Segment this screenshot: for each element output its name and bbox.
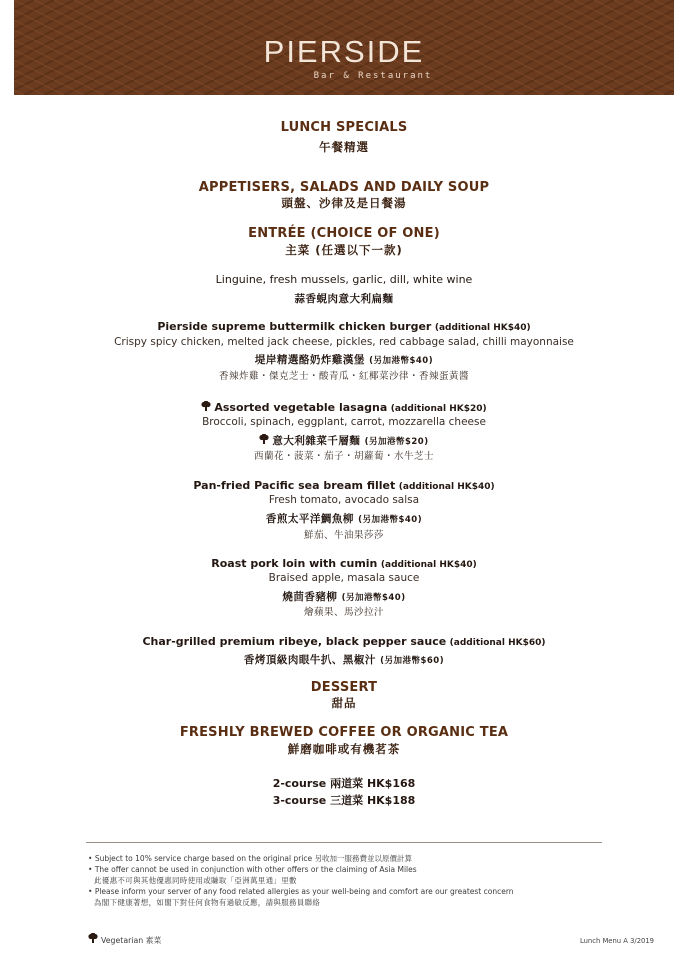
dish-name: Pan-fried Pacific sea bream fillet <box>193 479 396 492</box>
dish-name-line <box>0 479 688 492</box>
dish-name-line-zh <box>0 589 688 604</box>
price-course-zh: 兩道菜 <box>330 777 364 790</box>
dish-name-line-zh <box>0 352 688 367</box>
dessert-heading-zh: 甜品 <box>331 696 357 710</box>
dish-additional-price-zh: (另加港幣$20) <box>364 437 429 447</box>
appetiser-heading: APPETISERS, SALADS AND DAILY SOUP <box>198 180 490 195</box>
note-text-zh: 此優惠不可與其他優惠同時使用或賺取「亞洲萬里通」里數 <box>94 876 297 885</box>
dish-name-zh: 香烤頂級肉眼牛扒、黑椒汁 <box>243 654 376 666</box>
note-item: • Subject to 10% service charge based on the original price 另收加一服務費並以原價計算 <box>88 854 413 863</box>
broccoli-icon <box>88 933 98 944</box>
dish-additional-price-zh: (另加港幣$40) <box>369 356 434 366</box>
menu-code: Lunch Menu A 3/2019 <box>579 937 654 945</box>
dish-name-line-zh <box>0 511 688 526</box>
menu-title: LUNCH SPECIALS <box>280 120 408 135</box>
price-course-zh: 三道菜 <box>330 794 364 807</box>
broccoli-icon <box>201 401 211 412</box>
dish-name-line-zh <box>0 652 688 667</box>
dish-description-zh: 香辣炸雞・傑克芝士・酸青瓜・紅椰菜沙律・香辣蛋黃醬 <box>218 371 469 382</box>
price-line <box>0 775 688 791</box>
coffee-heading-zh: 鮮磨咖啡或有機茗茶 <box>287 742 401 756</box>
dish-additional-price-zh: (另加港幣$60) <box>380 656 445 666</box>
vegetarian-legend <box>88 933 161 946</box>
dish-name: Roast pork loin with cumin <box>211 557 378 570</box>
dish-name-line-zh <box>0 433 688 448</box>
dish-name-zh: 香煎太平洋鯛魚柳 <box>265 513 354 525</box>
dish-description-zh: 西蘭花・菠菜・茄子・胡蘿蔔・水牛芝士 <box>253 451 434 462</box>
note-text-zh: 另收加一服務費並以原價計算 <box>314 854 413 863</box>
dish-name: Pierside supreme buttermilk chicken burger <box>157 320 432 333</box>
broccoli-icon <box>259 434 269 445</box>
price-amount: HK$168 <box>366 777 416 790</box>
note-text: Subject to 10% service charge based on the original price <box>94 854 313 863</box>
dish-name: Linguine, fresh mussels, garlic, dill, white wine <box>215 273 473 286</box>
dish-name-line <box>0 401 688 414</box>
dish-name-line <box>0 557 688 570</box>
dish-name-zh: 堤岸精選酪奶炸雞漢堡 <box>254 354 365 366</box>
dish-name-zh: 燒茴香豬柳 <box>282 591 338 603</box>
dish-name-zh: 蒜香蜆肉意大利扁麵 <box>294 293 394 305</box>
price-course: 3-course <box>272 794 327 807</box>
dish-additional-price: (additional HK$40) <box>434 323 531 333</box>
dish-description: Crispy spicy chicken, melted jack cheese, pickles, red cabbage salad, chilli mayonnaise <box>114 336 574 348</box>
dish-name-zh: 意大利雜菜千層麵 <box>272 435 361 447</box>
appetiser-heading-zh: 頭盤、沙律及是日餐湯 <box>281 196 407 210</box>
note-item: • The offer cannot be used in conjunction with other offers or the claiming of Asia Miles <box>88 865 417 874</box>
dish-additional-price: (additional HK$20) <box>390 404 487 414</box>
menu-title-zh: 午餐精選 <box>319 140 369 154</box>
dish-additional-price-zh: (另加港幣$40) <box>341 593 406 603</box>
legend-label: Vegetarian 素菜 <box>101 936 162 945</box>
dish-additional-price: (additional HK$60) <box>449 638 546 648</box>
dish-description: Broccoli, spinach, eggplant, carrot, mozzarella cheese <box>202 416 486 428</box>
divider <box>86 842 602 843</box>
dish-description-zh: 燴蘋果、馬沙拉汁 <box>303 607 384 618</box>
logo <box>14 0 674 95</box>
note-text: Please inform your server of any food related allergies as your well-being and comfort are our greatest concern <box>94 887 514 896</box>
entree-heading: ENTRÉE (CHOICE OF ONE) <box>248 226 440 241</box>
dish-additional-price: (additional HK$40) <box>398 482 495 492</box>
notes <box>88 853 628 908</box>
dish-name: Assorted vegetable lasagna <box>214 401 388 414</box>
note-text: The offer cannot be used in conjunction with other offers or the claiming of Asia Miles <box>94 865 417 874</box>
dish-description: Braised apple, masala sauce <box>268 572 420 584</box>
dish-additional-price-zh: (另加港幣$40) <box>358 515 423 525</box>
dish-name: Char-grilled premium ribeye, black pepper sauce <box>142 635 447 648</box>
dish-name-line <box>0 635 688 648</box>
price-course: 2-course <box>272 777 327 790</box>
brand-subtitle: Bar & Restaurant <box>313 71 433 81</box>
note-item: • Please inform your server of any food related allergies as your well-being and comfort are our greatest concern <box>88 887 514 896</box>
price-amount: HK$188 <box>366 794 416 807</box>
note-text-zh: 為閣下健康著想，如閣下對任何食物有過敏反應，請與服務員聯絡 <box>94 898 321 907</box>
entree-heading-zh: 主菜 (任選以下一款) <box>285 243 403 257</box>
header-banner <box>14 0 674 95</box>
dish-additional-price: (additional HK$40) <box>380 560 477 570</box>
dish-name-line <box>0 320 688 333</box>
brand-name: PIERSIDE <box>263 34 425 69</box>
dish-description: Fresh tomato, avocado salsa <box>268 494 420 506</box>
dessert-heading: DESSERT <box>310 680 378 695</box>
price-line <box>0 792 688 808</box>
coffee-heading: FRESHLY BREWED COFFEE OR ORGANIC TEA <box>179 725 509 740</box>
dish-description-zh: 鮮茄、牛油果莎莎 <box>303 530 384 541</box>
